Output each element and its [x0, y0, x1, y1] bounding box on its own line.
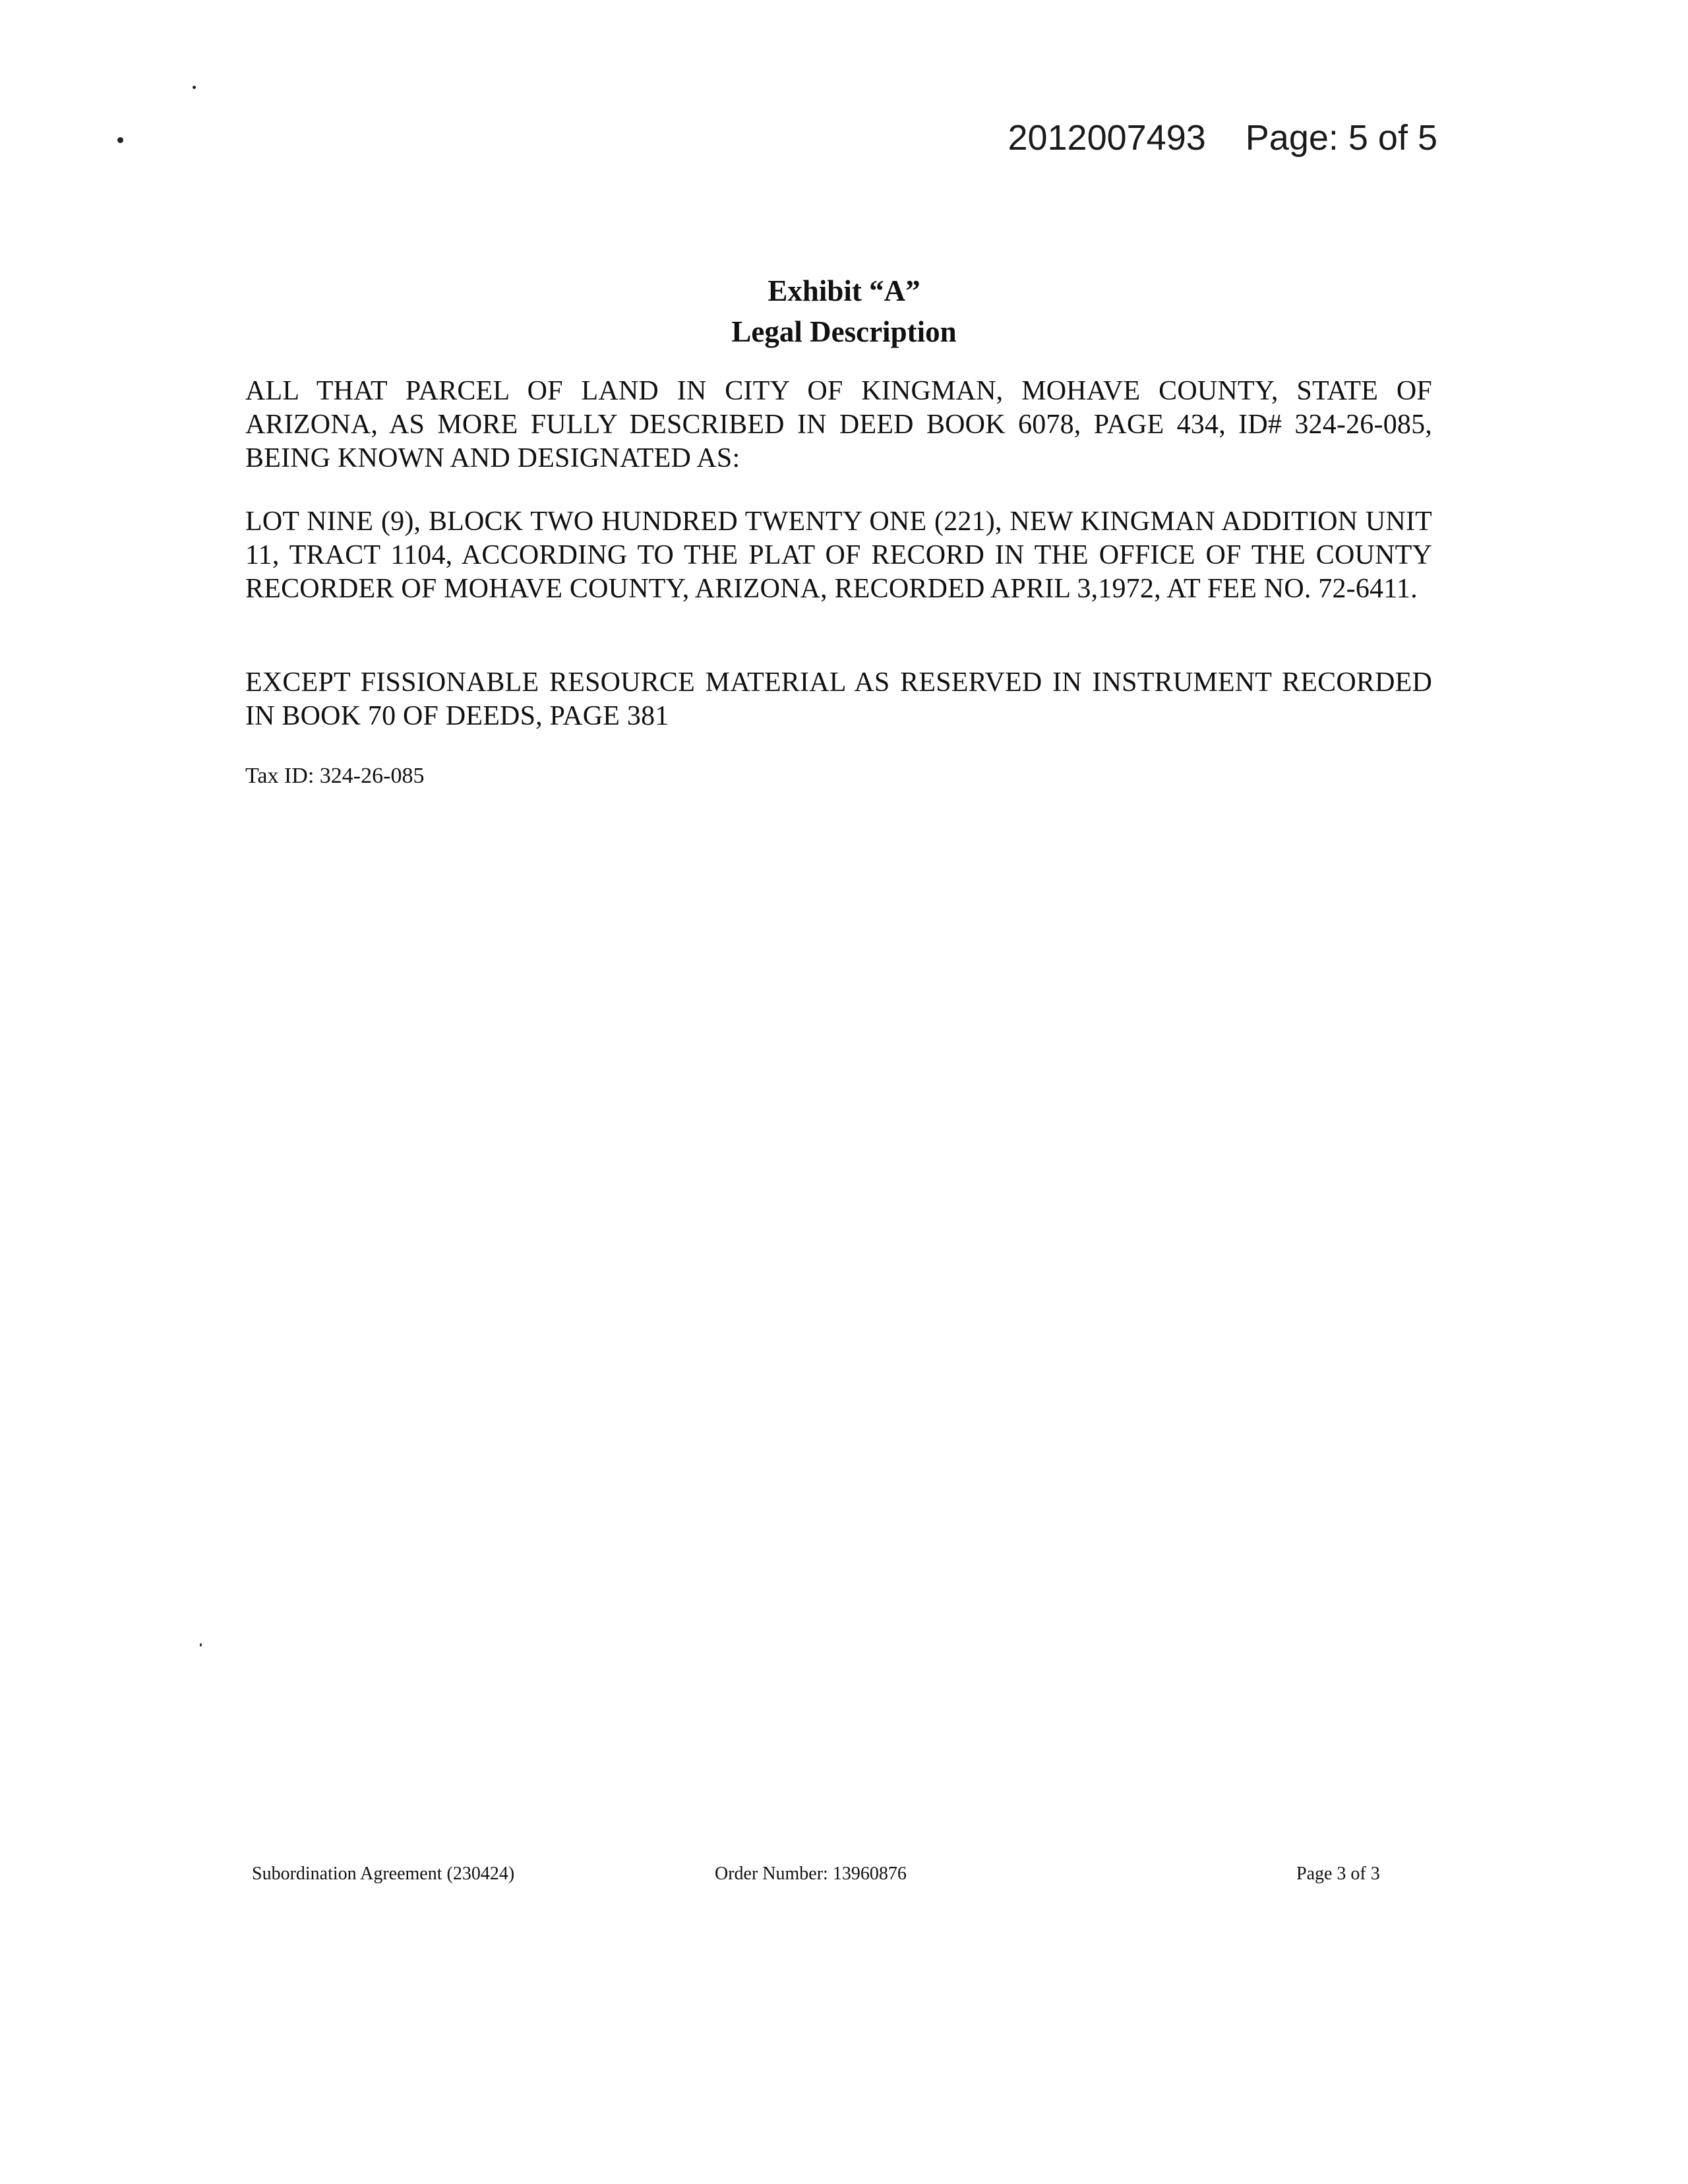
exhibit-subtitle: Legal Description [731, 315, 957, 348]
exception-paragraph: EXCEPT FISSIONABLE RESOURCE MATERIAL AS RESERVED IN INSTRUMENT RECORDED IN BOOK 70 OF DEEDS, PAGE 381 [245, 667, 1432, 731]
scan-speck [200, 1643, 202, 1647]
scan-speck [193, 86, 196, 89]
recording-page-indicator: Page: 5 of 5 [1245, 118, 1437, 158]
lot-description-paragraph: LOT NINE (9), BLOCK TWO HUNDRED TWENTY ONE (221), NEW KINGMAN ADDITION UNIT 11, TRACT 1104, ACCORDING TO THE PLAT OF RECORD IN THE OFFICE OF THE COUNTY RECORDER OF MOHAVE COUNTY, ARIZONA, RECORDED APRIL 3,1972, AT FEE NO. 72-6411. [245, 506, 1432, 604]
recording-number: 2012007493 [1008, 118, 1206, 158]
footer-order-number: Order Number: 13960876 [715, 1864, 907, 1884]
exhibit-heading [0, 270, 1688, 352]
legal-description-paragraph: ALL THAT PARCEL OF LAND IN CITY OF KINGMAN, MOHAVE COUNTY, STATE OF ARIZONA, AS MORE FULLY DESCRIBED IN DEED BOOK 6078, PAGE 434, ID# 324-26-085, BEING KNOWN AND DESIGNATED AS: [245, 376, 1432, 473]
recording-header [1008, 117, 1437, 158]
tax-id: Tax ID: 324-26-085 [245, 764, 425, 788]
footer-page-number: Page 3 of 3 [1296, 1864, 1380, 1884]
scan-speck [117, 137, 123, 143]
footer-document-name: Subordination Agreement (230424) [252, 1864, 515, 1884]
exhibit-title: Exhibit “A” [768, 274, 920, 307]
